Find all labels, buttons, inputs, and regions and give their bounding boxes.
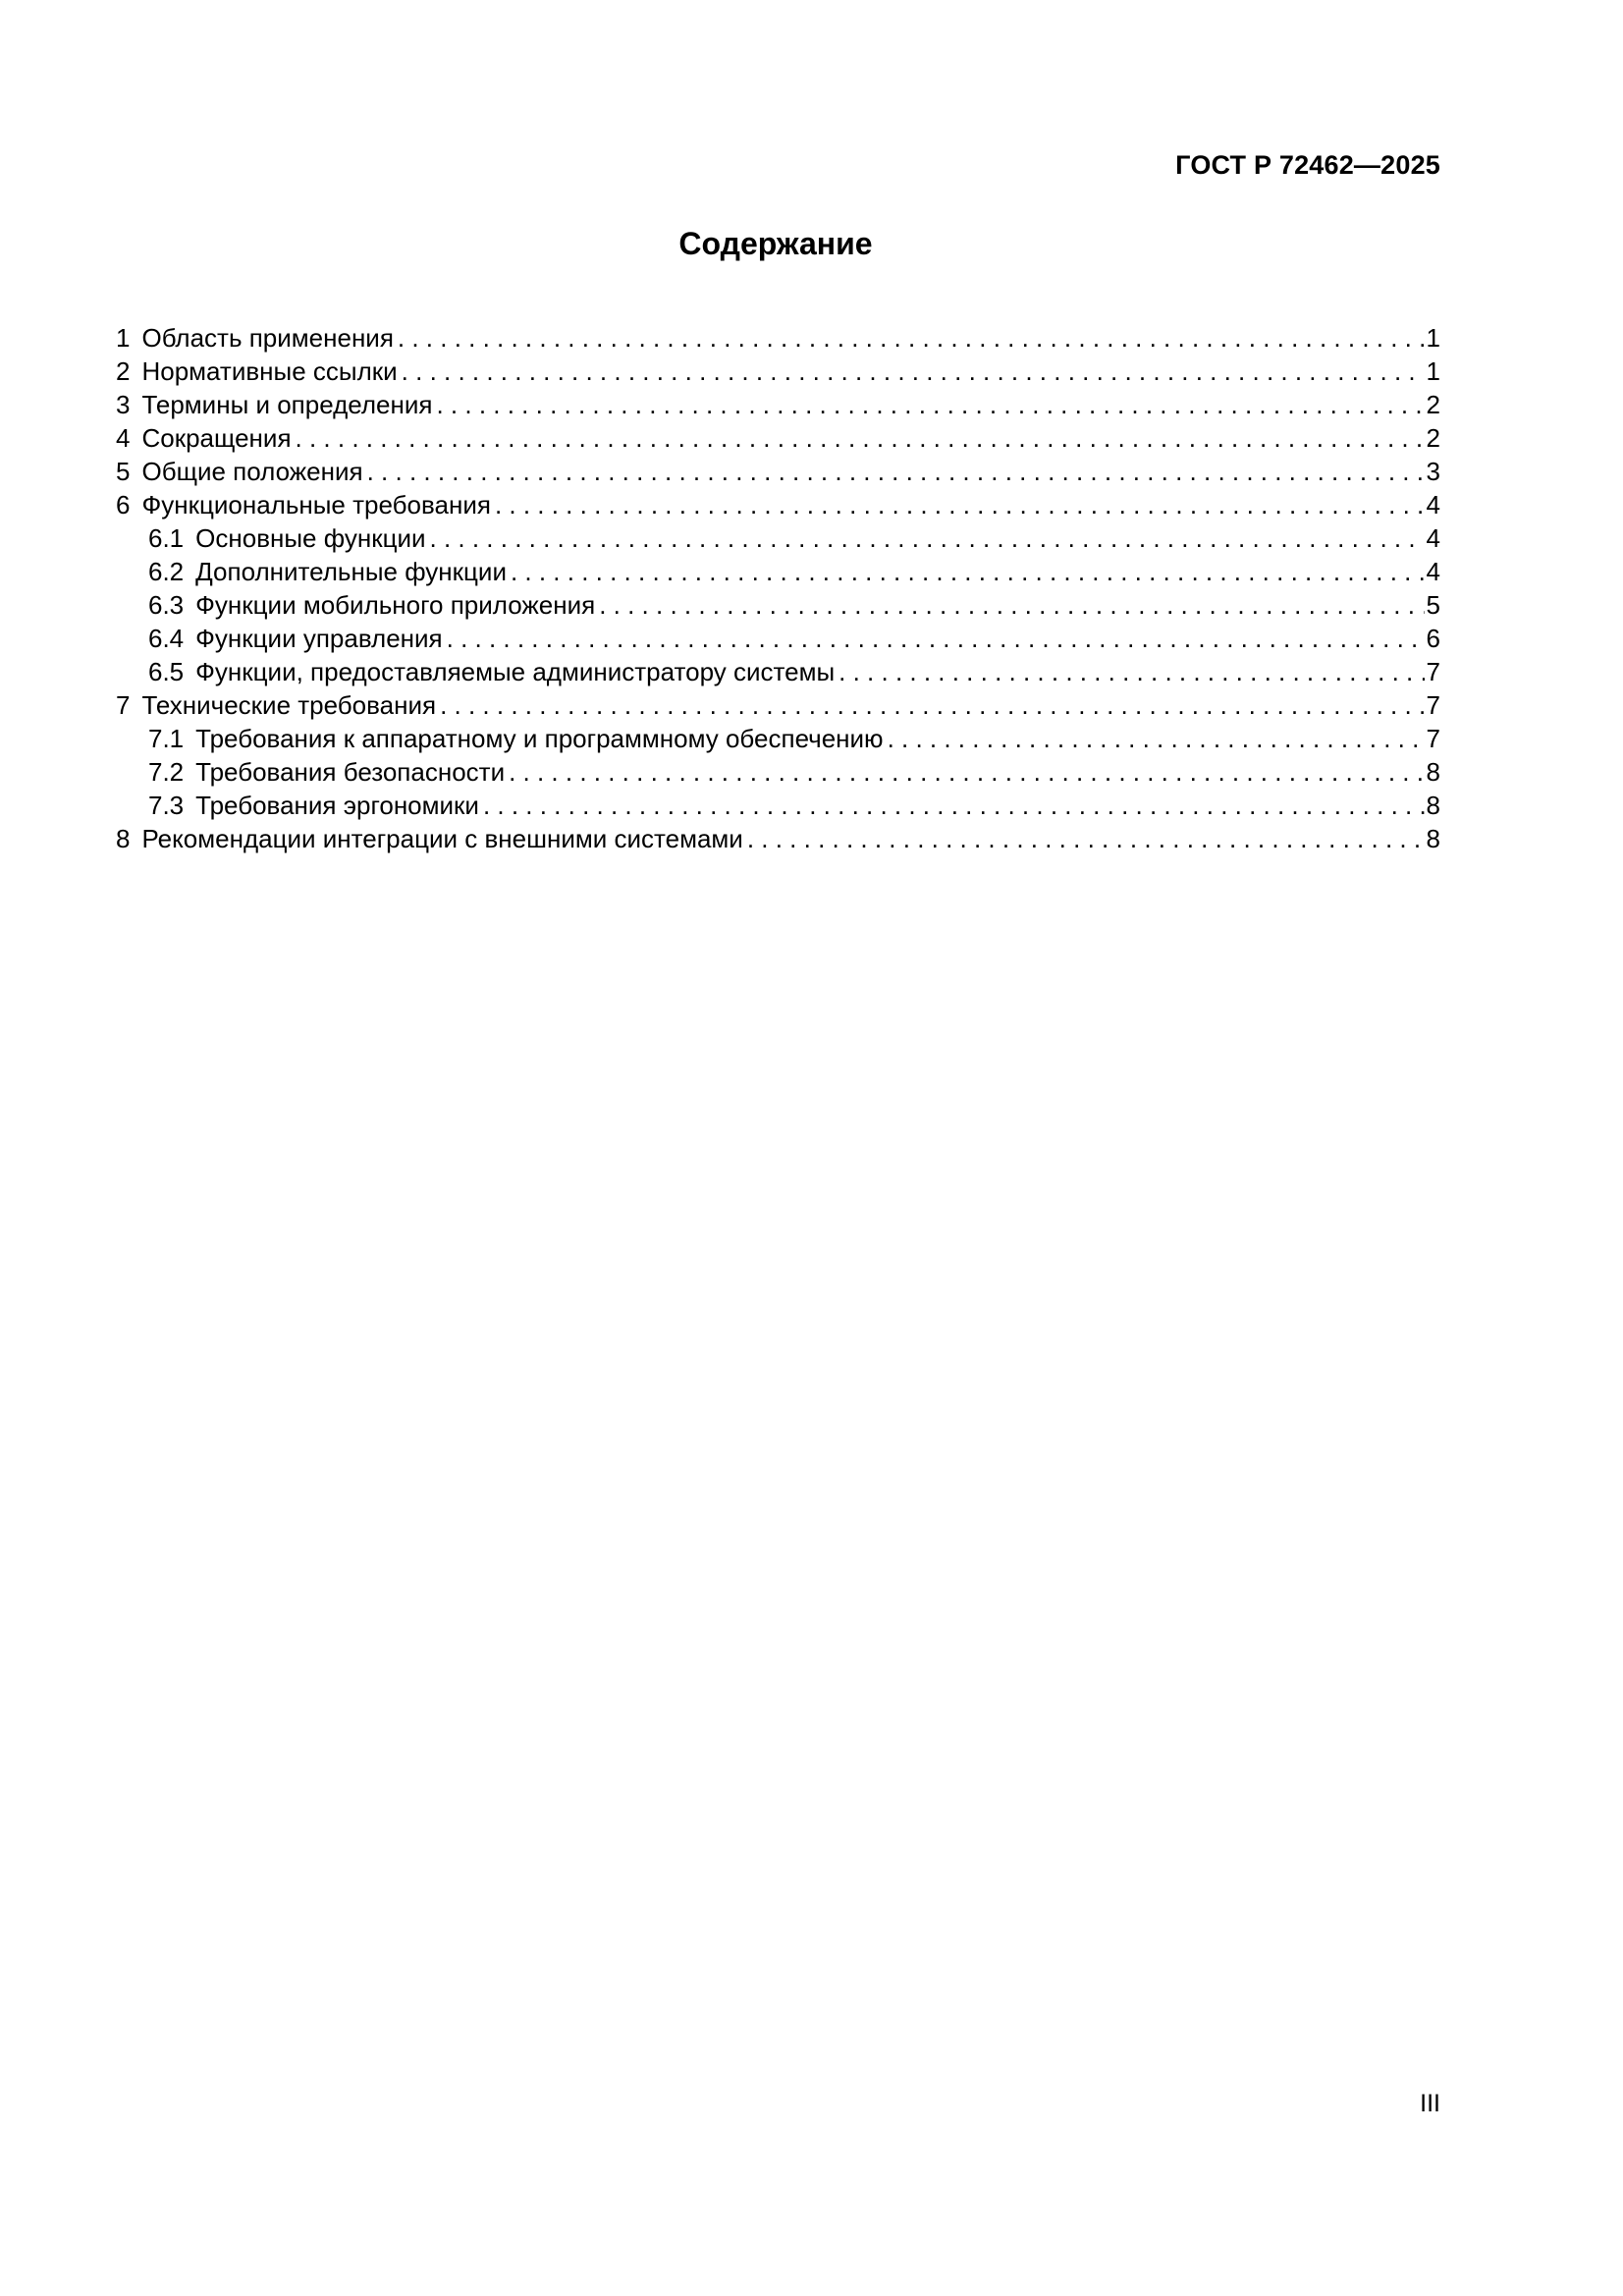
toc-title: Содержание [678,226,873,261]
document-code: ГОСТ Р 72462—2025 [1175,150,1440,180]
toc-entry-page: 8 [1426,791,1440,820]
dot-leader [839,655,1424,688]
toc-entry-label: Функциональные требования [141,490,491,519]
toc-entry-page: 4 [1426,523,1440,553]
toc-entry[interactable] [116,822,1440,855]
dot-leader [398,321,1425,355]
dot-leader [447,622,1425,655]
toc-entry-label: Область применения [141,323,394,353]
toc-entry-label: Дополнительные функции [195,557,507,586]
toc-entry-number: 4 [116,423,131,453]
dot-leader [367,455,1425,488]
toc-entry-page: 7 [1426,657,1440,686]
toc-entry-number: 6 [116,490,131,519]
toc-entry-page: 2 [1426,390,1440,419]
toc-entry-number: 1 [116,323,131,353]
dot-leader [402,355,1425,388]
toc-entry-label: Функции управления [195,624,443,653]
toc-entry-page: 8 [1426,757,1440,787]
toc-entry[interactable] [116,555,1440,588]
dot-leader [509,755,1424,789]
dot-leader [888,722,1425,755]
toc-entry-label: Требования эргономики [195,791,479,820]
dot-leader [430,521,1425,555]
toc-entry-label: Сокращения [141,423,292,453]
page-number: III [1420,2090,1440,2117]
toc-entry[interactable] [116,421,1440,455]
toc-entry[interactable] [116,755,1440,789]
dot-leader [440,688,1424,722]
toc-entry-label: Термины и определения [141,390,433,419]
toc-entry[interactable] [116,321,1440,355]
toc-entry-page: 2 [1426,423,1440,453]
toc-entry-label: Нормативные ссылки [141,356,398,386]
toc-entry-label: Требования безопасности [195,757,506,787]
toc-entry-page: 3 [1426,457,1440,486]
toc-entry-number: 8 [116,824,131,853]
toc-entry[interactable] [116,388,1440,421]
toc-entry-number: 6.1 [148,523,185,553]
toc-entry-number: 5 [116,457,131,486]
toc-entry-number: 2 [116,356,131,386]
toc-entry-number: 7.2 [148,757,185,787]
toc-entry-label: Рекомендации интеграции с внешними системами [141,824,743,853]
toc-entry-label: Общие положения [141,457,363,486]
toc-entry[interactable] [116,622,1440,655]
dot-leader [495,488,1425,521]
table-of-contents [116,321,1440,855]
toc-entry-page: 4 [1426,490,1440,519]
dot-leader [599,588,1424,622]
toc-entry[interactable] [116,588,1440,622]
toc-entry[interactable] [116,455,1440,488]
dot-leader [511,555,1425,588]
toc-entry[interactable] [116,789,1440,822]
toc-entry-number: 3 [116,390,131,419]
toc-entry-page: 1 [1426,323,1440,353]
dot-leader [747,822,1425,855]
toc-entry-number: 7.3 [148,791,185,820]
toc-entry-label: Основные функции [195,523,426,553]
toc-entry[interactable] [116,521,1440,555]
dot-leader [483,789,1425,822]
toc-entry-page: 6 [1426,624,1440,653]
toc-entry-number: 6.4 [148,624,185,653]
toc-entry-label: Функции, предоставляемые администратору системы [195,657,836,686]
toc-entry-number: 6.2 [148,557,185,586]
toc-entry-label: Технические требования [141,690,437,720]
toc-entry-label: Требования к аппаратному и программному обеспечению [195,724,884,753]
dot-leader [296,421,1425,455]
toc-entry[interactable] [116,355,1440,388]
toc-entry-page: 5 [1426,590,1440,620]
toc-entry-number: 6.3 [148,590,185,620]
toc-entry-page: 8 [1426,824,1440,853]
toc-entry-label: Функции мобильного приложения [195,590,596,620]
toc-entry-number: 6.5 [148,657,185,686]
toc-entry[interactable] [116,488,1440,521]
toc-entry-page: 1 [1426,356,1440,386]
toc-entry-page: 7 [1426,724,1440,753]
toc-entry[interactable] [116,655,1440,688]
toc-entry-page: 7 [1426,690,1440,720]
dot-leader [436,388,1424,421]
toc-entry-number: 7 [116,690,131,720]
toc-entry-page: 4 [1426,557,1440,586]
toc-entry[interactable] [116,688,1440,722]
toc-entry[interactable] [116,722,1440,755]
toc-entry-number: 7.1 [148,724,185,753]
